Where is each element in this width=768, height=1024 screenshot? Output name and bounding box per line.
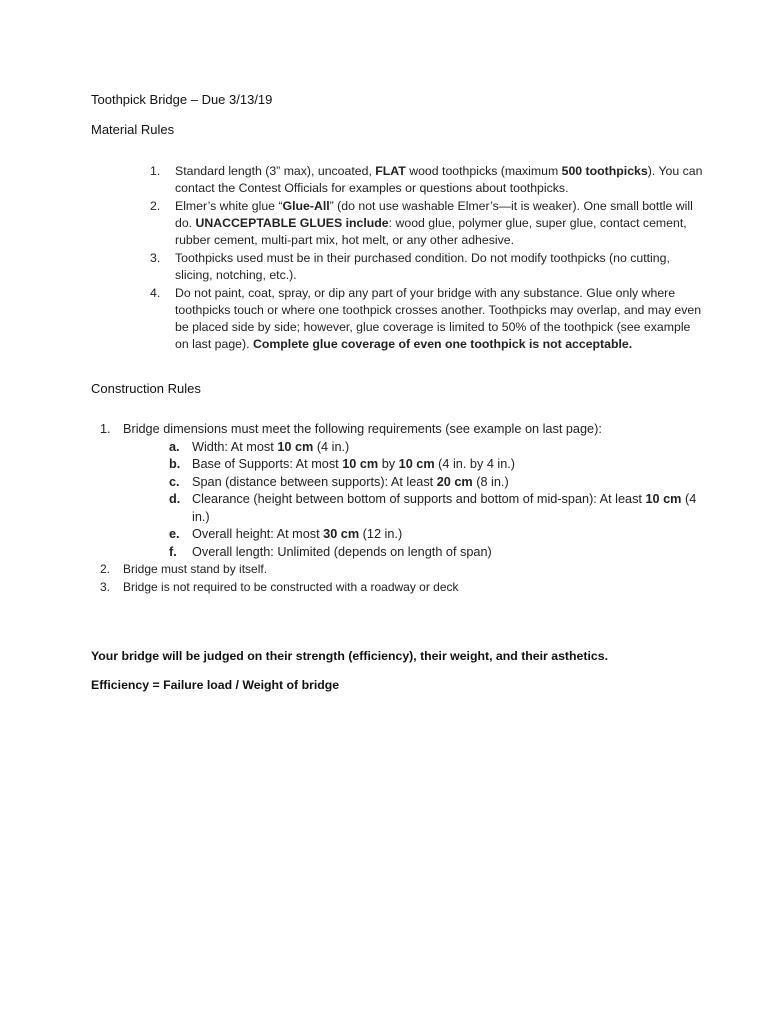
text-run: Overall length: Unlimited (depends on length of span) xyxy=(192,544,492,559)
dimension-requirements-list xyxy=(123,439,700,562)
efficiency-formula: Efficiency = Failure load / Weight of bridge xyxy=(91,678,340,692)
dimension-requirement xyxy=(169,526,700,544)
text-run: ” (do not use washable Elmer’s—it is weaker). One small bottle will do. xyxy=(175,199,693,230)
rule-text xyxy=(175,199,693,247)
text-run: (4 in. by 4 in.) xyxy=(434,457,516,471)
material-rule xyxy=(150,250,705,284)
text-run: Span (distance between supports): At least xyxy=(192,474,437,489)
construction-rule xyxy=(100,561,700,579)
rule-text xyxy=(175,251,670,282)
construction-rule xyxy=(100,579,700,597)
text-run: Base of Supports: At most xyxy=(192,457,343,471)
emphasized-text: 10 cm xyxy=(398,457,435,471)
text-run: Elmer’s white glue “ xyxy=(175,199,283,213)
document-title: Toothpick Bridge – Due 3/13/19 xyxy=(91,92,273,107)
list-letter: e. xyxy=(169,527,180,541)
text-run: (12 in.) xyxy=(359,527,403,541)
rule-text: Bridge is not required to be constructed with a roadway or deck xyxy=(123,579,459,594)
text-run: by xyxy=(378,457,399,471)
list-number: 4. xyxy=(150,286,161,300)
text-run: Do not paint, coat, spray, or dip any part of your bridge with any substance. Glue only where toothpicks touch or where one toothpick crosses another. Toothpicks may overlap, and may even be placed side by side; however, glue coverage is limited to 50% of the toothpick (see example on last page). xyxy=(175,286,702,351)
list-letter: c. xyxy=(169,474,180,489)
dimension-requirement xyxy=(169,474,700,492)
requirement-text xyxy=(192,440,349,454)
text-run: Toothpicks used must be in their purchased condition. Do not modify toothpicks (no cutting, slicing, notching, etc.). xyxy=(175,251,670,282)
judging-statement: Your bridge will be judged on their strength (efficiency), their weight, and their asthetics. xyxy=(91,649,608,663)
requirement-text xyxy=(192,457,515,471)
text-run: Width: At most xyxy=(192,439,278,454)
text-run: (8 in.) xyxy=(472,474,509,489)
dimension-requirement xyxy=(169,456,700,474)
text-run: ). You can contact the Contest Officials for examples or questions about toothpicks. xyxy=(175,164,703,195)
material-rule xyxy=(150,163,705,197)
list-number: 1. xyxy=(100,422,111,436)
material-rules-list xyxy=(150,163,705,354)
construction-rules-heading: Construction Rules xyxy=(91,381,201,396)
list-letter: b. xyxy=(169,457,181,471)
requirement-text xyxy=(192,527,402,541)
emphasized-text: UNACCEPTABLE GLUES include xyxy=(195,216,389,230)
list-number: 1. xyxy=(150,164,161,178)
material-rules-heading: Material Rules xyxy=(91,122,175,137)
emphasized-text: Complete glue coverage of even one toothpick is not acceptable. xyxy=(252,337,633,351)
rule-text xyxy=(175,164,702,195)
rule-text xyxy=(175,286,701,351)
emphasized-text: Glue-All xyxy=(282,199,330,213)
dimension-requirement xyxy=(169,439,700,457)
emphasized-text: 10 cm xyxy=(342,457,379,471)
dimension-requirement xyxy=(169,491,700,526)
list-letter: a. xyxy=(169,439,180,454)
dimension-requirement xyxy=(169,544,700,562)
list-number: 2. xyxy=(100,562,111,576)
requirement-text xyxy=(192,475,509,489)
material-rule xyxy=(150,198,705,249)
rule-text: Bridge dimensions must meet the following requirements (see example on last page): xyxy=(123,422,602,436)
emphasized-text: 500 toothpicks xyxy=(561,164,648,178)
construction-rule xyxy=(100,421,700,561)
list-number: 3. xyxy=(150,251,161,265)
list-number: 3. xyxy=(100,579,111,594)
emphasized-text: 10 cm xyxy=(277,439,314,454)
emphasized-text: FLAT xyxy=(375,164,406,178)
requirement-text xyxy=(192,545,492,559)
list-letter: f. xyxy=(169,544,177,559)
text-run: Clearance (height between bottom of supports and bottom of mid-span): At least xyxy=(192,492,646,506)
material-rule xyxy=(150,285,705,353)
list-letter: d. xyxy=(169,492,181,506)
construction-rules-list xyxy=(100,421,700,596)
emphasized-text: 20 cm xyxy=(436,474,473,489)
text-run: : wood glue, polymer glue, super glue, contact cement, rubber cement, multi-part mix, hot melt, or any other adhesive. xyxy=(175,216,687,247)
emphasized-text: 30 cm xyxy=(323,527,360,541)
emphasized-text: 10 cm xyxy=(645,492,682,506)
text-run: (4 in.) xyxy=(313,439,350,454)
text-run: Standard length (3” max), uncoated, xyxy=(175,164,376,178)
text-run: (4 in.) xyxy=(192,492,697,524)
rule-text: Bridge must stand by itself. xyxy=(123,562,268,576)
text-run: Overall height: At most xyxy=(192,527,324,541)
list-number: 2. xyxy=(150,199,161,213)
text-run: wood toothpicks (maximum xyxy=(405,164,562,178)
requirement-text xyxy=(192,492,696,524)
